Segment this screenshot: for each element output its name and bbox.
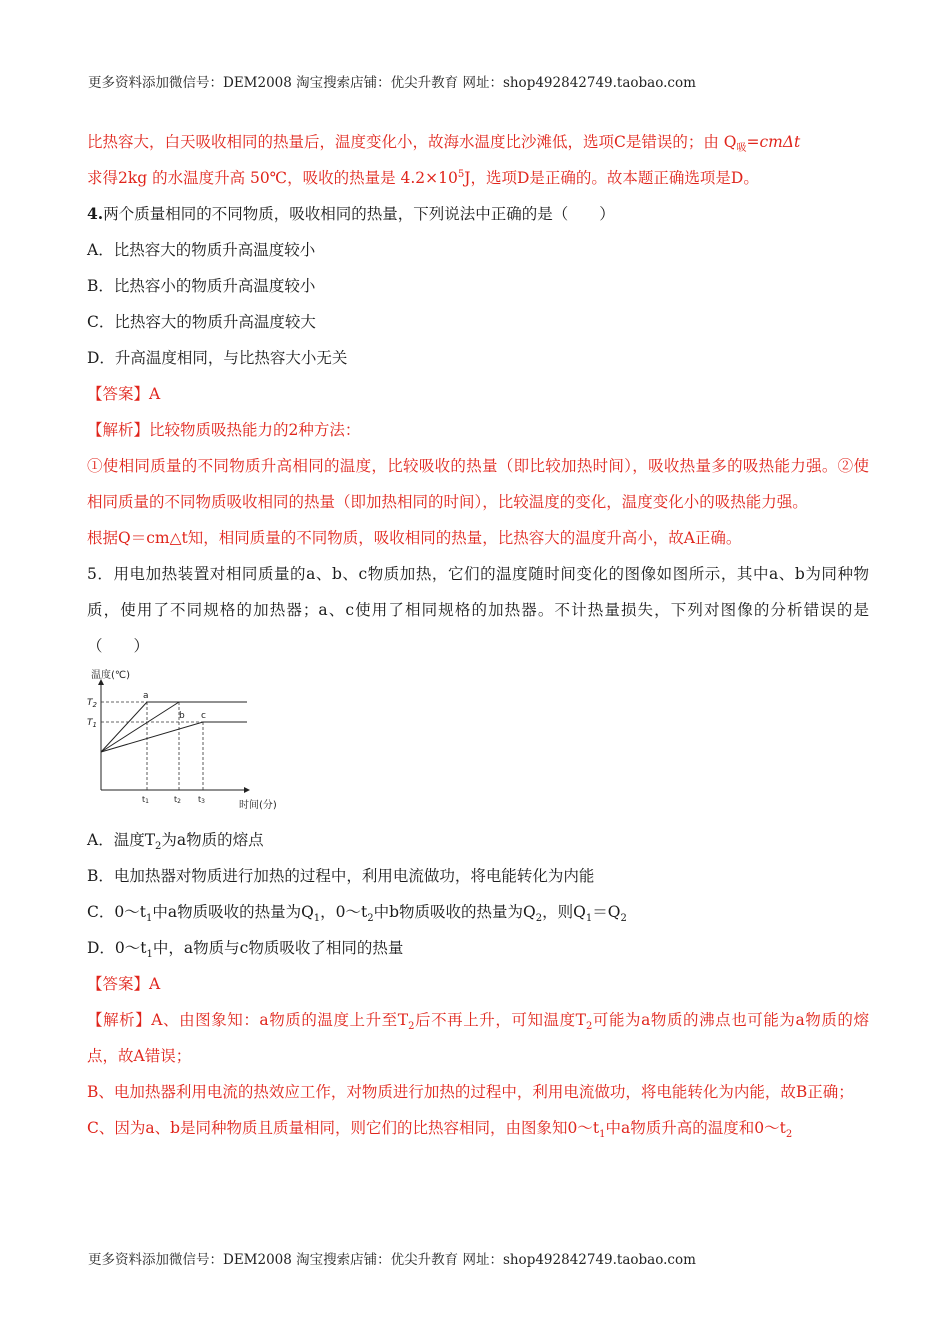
y-axis-label: 温度(℃) bbox=[91, 670, 131, 681]
page-header: 更多资料添加微信号：DEM2008 淘宝搜索店铺：优尖升教育 网址：shop492842749.taobao.com bbox=[88, 75, 696, 91]
q5-analysis-a: 【解析】A、由图象知：a物质的温度上升至$T_2$后不再上升，可知温度$T_2$可能为a物质的沸点也可能为a物质的熔点，故A错误； bbox=[87, 1011, 869, 1065]
q4-option-a: A．比热容大的物质升高温度较小 bbox=[87, 241, 316, 259]
q5-analysis-c: C、因为a、b是同种物质且质量相同，则它们的比热容相同，由图象知$0\sim t_1$中a物质升高的温度和$0\sim t_2$ bbox=[87, 1119, 793, 1141]
q4-analysis-lead: 【解析】比较物质吸热能力的2种方法： bbox=[87, 421, 361, 439]
chart-svg bbox=[87, 668, 297, 818]
q4-stem: 4.两个质量相同的不同物质，吸收相同的热量，下列说法中正确的是（ ） bbox=[87, 204, 615, 223]
series-b-label: b bbox=[179, 711, 185, 721]
y-tick-t2: $T_2$ bbox=[87, 698, 97, 709]
x-axis-label: 时间(分) bbox=[239, 800, 277, 811]
document-body bbox=[87, 124, 869, 1146]
x-tick-t2: t2 bbox=[174, 795, 181, 805]
q5-answer: 【答案】A bbox=[87, 975, 161, 993]
series-a-label: a bbox=[143, 691, 149, 701]
page-footer: 更多资料添加微信号：DEM2008 淘宝搜索店铺：优尖升教育 网址：shop492842749.taobao.com bbox=[88, 1252, 696, 1268]
y-tick-t1: $T_1$ bbox=[87, 718, 97, 729]
x-tick-t3: t3 bbox=[198, 795, 205, 805]
q4-option-b: B．比热容小的物质升高温度较小 bbox=[87, 277, 316, 295]
q5-stem: 5．用电加热装置对相同质量的a、b、c物质加热，它们的温度随时间变化的图像如图所示，其中a、b为同种物质，使用了不同规格的加热器；a、c使用了相同规格的加热器。不计热量损失，下列对图像的分析错误的是（ ） bbox=[87, 565, 869, 655]
q4-analysis-p1: ①使相同质量的不同物质升高相同的温度，比较吸收的热量（即比较加热时间），吸收热量多的吸热能力强。②使相同质量的不同物质吸收相同的热量（即加热相同的时间），比较温度的变化，温度变化小的吸热能力强。 bbox=[87, 457, 869, 511]
q4-analysis-p2: 根据Q＝cm△t知，相同质量的不同物质，吸收相同的热量，比热容大的温度升高小，故A正确。 bbox=[87, 529, 742, 547]
q5-option-b: B．电加热器对物质进行加热的过程中，利用电流做功，将电能转化为内能 bbox=[87, 867, 595, 885]
q4-option-c: C．比热容大的物质升高温度较大 bbox=[87, 313, 316, 331]
x-tick-t1: t1 bbox=[142, 795, 149, 805]
prev-line-2: 求得2kg 的水温度升高 50℃，吸收的热量是 $4.2\times 10^5J$，选项D是正确的。故本题正确选项是D。 bbox=[87, 168, 759, 187]
q5-option-d: D．$0\sim t_1$中，a物质与c物质吸收了相同的热量 bbox=[87, 939, 404, 961]
q5-analysis-b: B、电加热器利用电流的热效应工作，对物质进行加热的过程中，利用电流做功，将电能转化为内能，故B正确； bbox=[87, 1083, 854, 1101]
prev-line-1: 比热容大，白天吸收相同的热量后，温度变化小，故海水温度比沙滩低，选项C是错误的；由 $Q_吸=cm\Delta t$ bbox=[87, 133, 801, 155]
q5-option-a: A．温度$T_2$为a物质的熔点 bbox=[87, 831, 264, 853]
q4-option-d: D．升高温度相同，与比热容大小无关 bbox=[87, 349, 348, 367]
temperature-time-chart bbox=[87, 668, 297, 818]
q4-answer: 【答案】A bbox=[87, 385, 161, 403]
series-c-line bbox=[101, 722, 247, 752]
series-c-label: c bbox=[201, 711, 206, 721]
series-a-line bbox=[101, 702, 247, 752]
q5-option-c: C．$0\sim t_1$中a物质吸收的热量为$Q_1$，$0\sim t_2$中b物质吸收的热量为$Q_2$，则$Q_1=Q_2$ bbox=[87, 903, 627, 925]
